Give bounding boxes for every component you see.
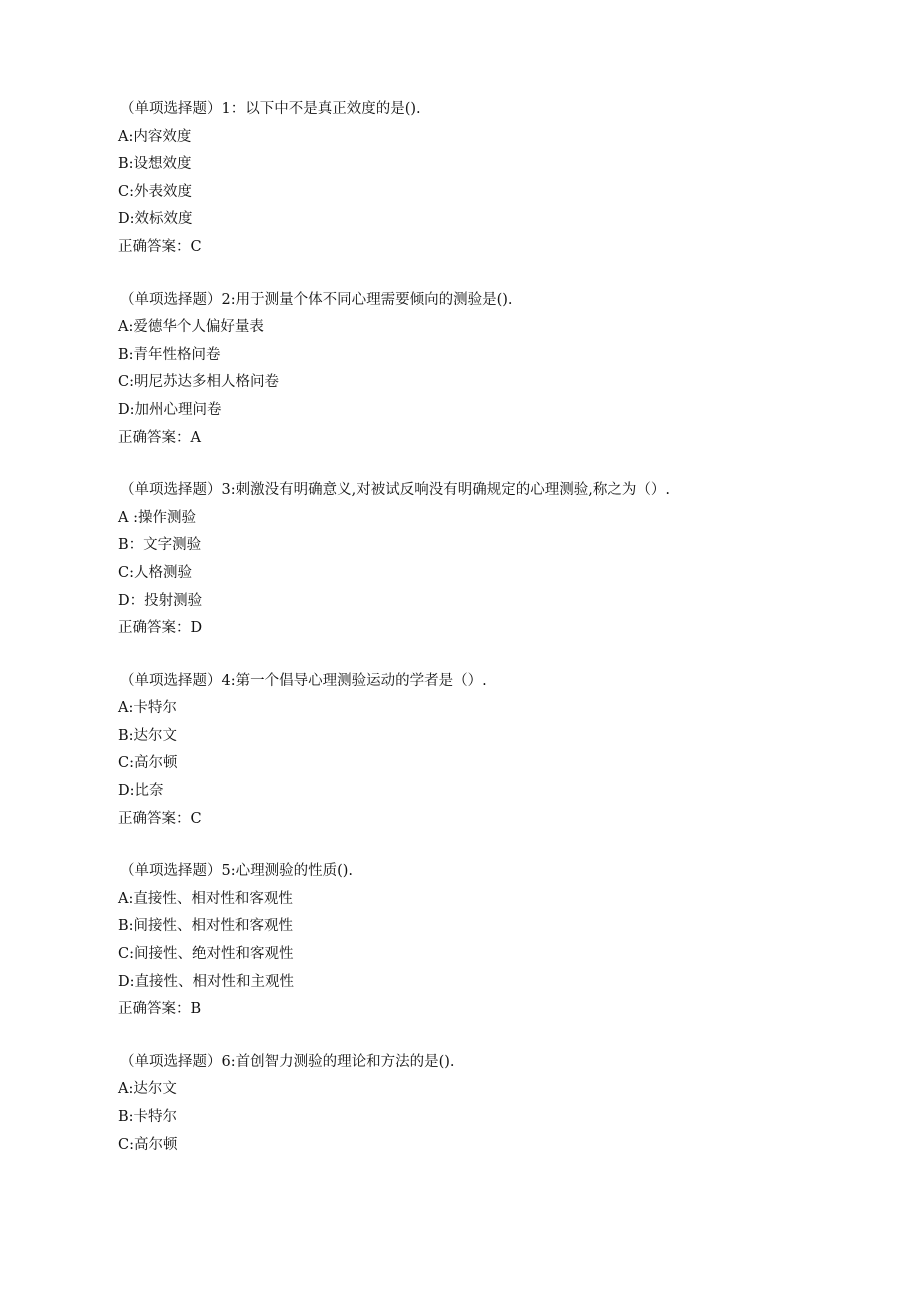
question-stem: （单项选择题）5:心理测验的性质().	[120, 863, 354, 880]
option-a: A:卡特尔	[118, 700, 177, 717]
option-a: A:直接性、相对性和客观性	[118, 890, 293, 907]
option-d: D:效标效度	[118, 211, 193, 228]
option-c: C:人格测验	[118, 564, 192, 581]
option-b: B:卡特尔	[118, 1109, 178, 1125]
correct-answer: 正确答案：C	[118, 810, 202, 827]
option-a: A:爱德华个人偏好量表	[118, 319, 264, 336]
option-c: C:高尔顿	[118, 755, 178, 772]
question-stem: （单项选择题）1：以下中不是真正效度的是().	[120, 101, 421, 117]
document-page	[118, 96, 858, 1184]
question-stem: （单项选择题）3:刺激没有明确意义,对被试反响没有明确规定的心理测验,称之为（）.	[120, 482, 670, 499]
question-stem: （单项选择题）6:首创智力测验的理论和方法的是().	[120, 1053, 455, 1070]
option-b: B:间接性、相对性和客观性	[118, 918, 294, 935]
option-c: C:高尔顿	[118, 1136, 178, 1153]
question-1	[118, 96, 858, 262]
option-b: B:设想效度	[118, 156, 192, 173]
option-b: B：文字测验	[118, 537, 202, 554]
option-a: A :操作测验	[118, 509, 196, 526]
option-a: A:内容效度	[118, 128, 192, 145]
option-d: D：投射测验	[118, 592, 203, 609]
option-d: D:加州心理问卷	[118, 401, 222, 418]
question-stem: （单项选择题）4:第一个倡导心理测验运动的学者是（）.	[120, 672, 487, 689]
correct-answer: 正确答案：A	[118, 429, 201, 446]
question-4	[118, 668, 858, 834]
question-stem: （单项选择题）2:用于测量个体不同心理需要倾向的测验是().	[120, 291, 513, 308]
option-c: C:明尼苏达多相人格问卷	[118, 374, 279, 391]
option-b: B:达尔文	[118, 727, 178, 744]
correct-answer: 正确答案：C	[118, 238, 202, 255]
option-c: C:间接性、绝对性和客观性	[118, 946, 294, 963]
option-d: D:比奈	[118, 783, 164, 800]
question-5	[118, 858, 858, 1024]
correct-answer: 正确答案：B	[118, 1001, 202, 1018]
option-a: A:达尔文	[118, 1081, 177, 1098]
option-c: C:外表效度	[118, 183, 192, 200]
option-d: D:直接性、相对性和主观性	[118, 973, 295, 990]
question-2	[118, 287, 858, 453]
question-6	[118, 1049, 858, 1159]
correct-answer: 正确答案：D	[118, 620, 203, 637]
option-b: B:青年性格问卷	[118, 346, 221, 363]
question-3	[118, 477, 858, 643]
